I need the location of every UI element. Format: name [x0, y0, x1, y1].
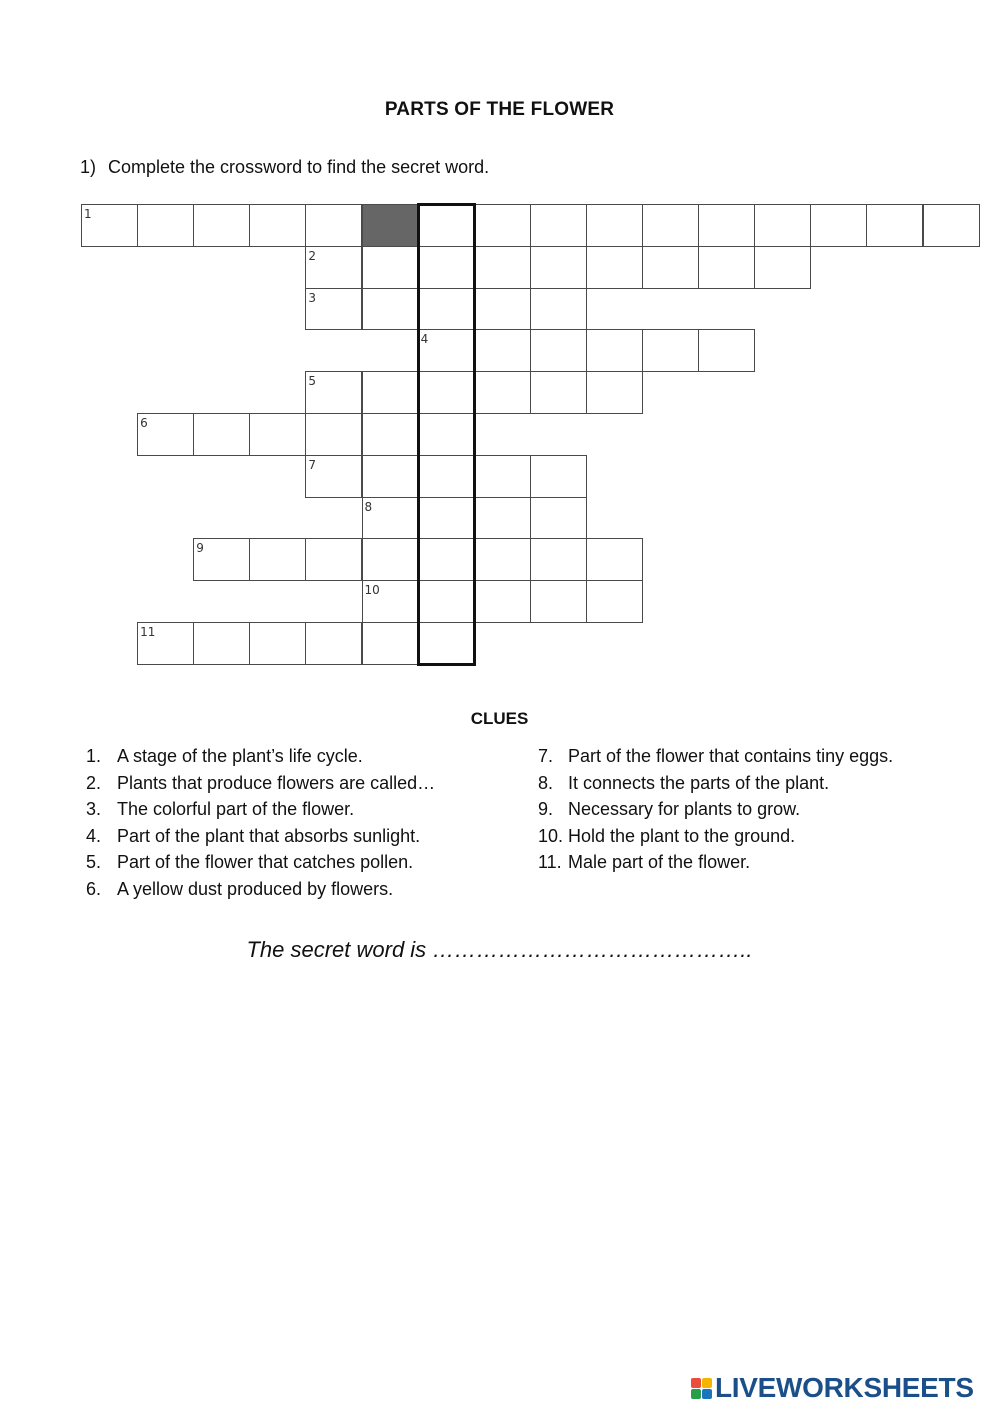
clue-number: 6. [86, 878, 102, 899]
clue-item [86, 796, 435, 823]
crossword-cell[interactable] [418, 413, 475, 456]
crossword-cell[interactable] [193, 538, 250, 581]
crossword-cell[interactable] [418, 580, 475, 623]
clue-item [86, 743, 435, 770]
crossword-cell[interactable] [530, 371, 587, 414]
crossword-cell[interactable] [305, 246, 362, 289]
liveworksheets-logo[interactable] [691, 1372, 974, 1404]
crossword-cell[interactable] [530, 204, 587, 247]
crossword-cell[interactable] [698, 204, 755, 247]
clue-text: Hold the plant to the ground. [568, 825, 796, 846]
crossword-cell[interactable] [305, 538, 362, 581]
crossword-cell[interactable] [642, 246, 699, 289]
clue-number: 2. [86, 772, 102, 793]
crossword-cell[interactable] [586, 580, 643, 623]
clues-heading: CLUES [470, 709, 529, 728]
clue-number: 5. [86, 852, 102, 872]
page-title: PARTS OF THE FLOWER [384, 99, 615, 120]
clue-number: 11. [538, 852, 562, 872]
crossword-cell[interactable] [362, 497, 419, 540]
clue-cell-number: 3 [308, 290, 317, 305]
crossword-cell[interactable] [193, 622, 250, 665]
crossword-cell[interactable] [418, 497, 475, 540]
crossword-cell[interactable] [305, 204, 362, 247]
crossword-cell[interactable] [586, 538, 643, 581]
clue-item [538, 796, 893, 823]
clue-text: A stage of the plant’s life cycle. [117, 746, 363, 766]
crossword-cell[interactable] [474, 580, 531, 623]
crossword-cell[interactable] [305, 288, 362, 331]
crossword-cell[interactable] [474, 371, 531, 414]
crossword-cell[interactable] [698, 246, 755, 289]
crossword-cell[interactable] [81, 204, 138, 247]
crossword-cell[interactable] [305, 622, 362, 665]
clue-list-left [86, 743, 435, 902]
clue-cell-number: 11 [140, 625, 156, 639]
crossword-cell[interactable] [474, 497, 531, 540]
crossword-cell[interactable] [362, 246, 419, 289]
clue-cell-number: 4 [420, 332, 429, 347]
crossword-cell[interactable] [642, 329, 699, 372]
clue-cell-number: 5 [308, 374, 317, 389]
crossword-cell[interactable] [362, 622, 419, 665]
crossword-cell[interactable] [474, 288, 531, 331]
clue-text: Part of the flower that contains tiny eggs. [568, 746, 894, 766]
clue-item [538, 743, 893, 770]
clue-text: Male part of the flower. [568, 852, 751, 872]
crossword-cell[interactable] [810, 204, 867, 247]
crossword-cell[interactable] [754, 204, 811, 247]
crossword-cell[interactable] [530, 538, 587, 581]
crossword-grid [0, 0, 999, 700]
crossword-cell[interactable] [362, 580, 419, 623]
crossword-cell[interactable] [249, 538, 306, 581]
clue-text: The colorful part of the flower. [117, 799, 355, 819]
clue-cell-number: 2 [308, 248, 317, 263]
clue-text: A yellow dust produced by flowers. [117, 878, 394, 899]
clue-cell-number: 10 [364, 583, 380, 598]
clue-item [86, 876, 435, 903]
instruction-number: 1) [80, 157, 97, 177]
clue-number: 9. [538, 799, 554, 819]
crossword-cell[interactable] [474, 329, 531, 372]
logo-badge-square [702, 1378, 712, 1388]
crossword-cell[interactable] [923, 204, 980, 247]
crossword-cell[interactable] [362, 371, 419, 414]
clue-text: Plants that produce flowers are called… [117, 772, 436, 793]
crossword-cell[interactable] [305, 371, 362, 414]
crossword-cell[interactable] [586, 246, 643, 289]
clue-number: 3. [86, 799, 102, 819]
clue-text: Part of the flower that catches pollen. [117, 852, 414, 872]
crossword-cell[interactable] [642, 204, 699, 247]
crossword-cell[interactable] [474, 246, 531, 289]
crossword-cell[interactable] [530, 497, 587, 540]
crossword-cell[interactable] [474, 455, 531, 498]
crossword-cell[interactable] [418, 371, 475, 414]
crossword-cell[interactable] [249, 622, 306, 665]
clue-cell-number: 8 [364, 499, 373, 514]
crossword-cell[interactable] [474, 204, 531, 247]
clue-text: Part of the plant that absorbs sunlight. [117, 825, 421, 846]
logo-badge-square [691, 1378, 701, 1388]
crossword-cell[interactable] [418, 288, 475, 331]
crossword-cell[interactable] [249, 204, 306, 247]
crossword-cell[interactable] [530, 580, 587, 623]
crossword-cell[interactable] [362, 288, 419, 331]
crossword-cell[interactable] [137, 622, 194, 665]
clue-item [538, 770, 893, 797]
crossword-cell[interactable] [362, 413, 419, 456]
crossword-cell[interactable] [586, 371, 643, 414]
crossword-cell[interactable] [305, 413, 362, 456]
instruction-text: Complete the crossword to find the secret word. [108, 157, 490, 177]
crossword-cell[interactable] [418, 329, 475, 372]
logo-text: LIVEWORKSHEETS [715, 1372, 974, 1403]
crossword-cell[interactable] [530, 288, 587, 331]
crossword-cell[interactable] [193, 204, 250, 247]
clue-number: 7. [538, 746, 554, 766]
secret-word-line: The secret word is …………………………………….. [246, 937, 753, 962]
clue-number: 10. [538, 825, 564, 846]
crossword-cell[interactable] [305, 455, 362, 498]
crossword-cell[interactable] [866, 204, 923, 247]
clue-item [538, 823, 893, 850]
clue-number: 8. [538, 772, 554, 793]
clue-item [538, 849, 893, 876]
crossword-cell[interactable] [474, 538, 531, 581]
clue-cell-number: 1 [84, 207, 92, 221]
crossword-cell[interactable] [137, 204, 194, 247]
crossword-cell[interactable] [418, 246, 475, 289]
clue-item [86, 849, 435, 876]
crossword-cell[interactable] [754, 246, 811, 289]
crossword-cell[interactable] [418, 538, 475, 581]
clue-cell-number: 7 [308, 457, 317, 472]
crossword-cell[interactable] [362, 204, 419, 247]
clue-text: It connects the parts of the plant. [568, 772, 830, 793]
crossword-cell[interactable] [586, 329, 643, 372]
clue-item [86, 770, 435, 797]
crossword-cell[interactable] [530, 329, 587, 372]
clue-number: 4. [86, 825, 102, 846]
logo-badge-square [691, 1389, 701, 1399]
crossword-cell[interactable] [418, 622, 475, 665]
clue-number: 1. [86, 746, 102, 766]
clue-cell-number: 6 [140, 416, 148, 430]
clue-list-right [538, 743, 893, 876]
crossword-cell[interactable] [530, 455, 587, 498]
crossword-cell[interactable] [249, 413, 306, 456]
crossword-cell[interactable] [586, 204, 643, 247]
crossword-cell[interactable] [418, 455, 475, 498]
logo-badge-icon [691, 1378, 712, 1399]
crossword-cell[interactable] [362, 538, 419, 581]
crossword-cell[interactable] [698, 329, 755, 372]
clue-item [86, 823, 435, 850]
clue-text: Necessary for plants to grow. [568, 799, 801, 819]
crossword-cell[interactable] [530, 246, 587, 289]
clue-cell-number: 9 [196, 541, 204, 556]
logo-badge-square [702, 1389, 712, 1399]
crossword-cell[interactable] [193, 413, 250, 456]
crossword-cell[interactable] [137, 413, 194, 456]
crossword-cell[interactable] [418, 204, 475, 247]
crossword-cell[interactable] [362, 455, 419, 498]
